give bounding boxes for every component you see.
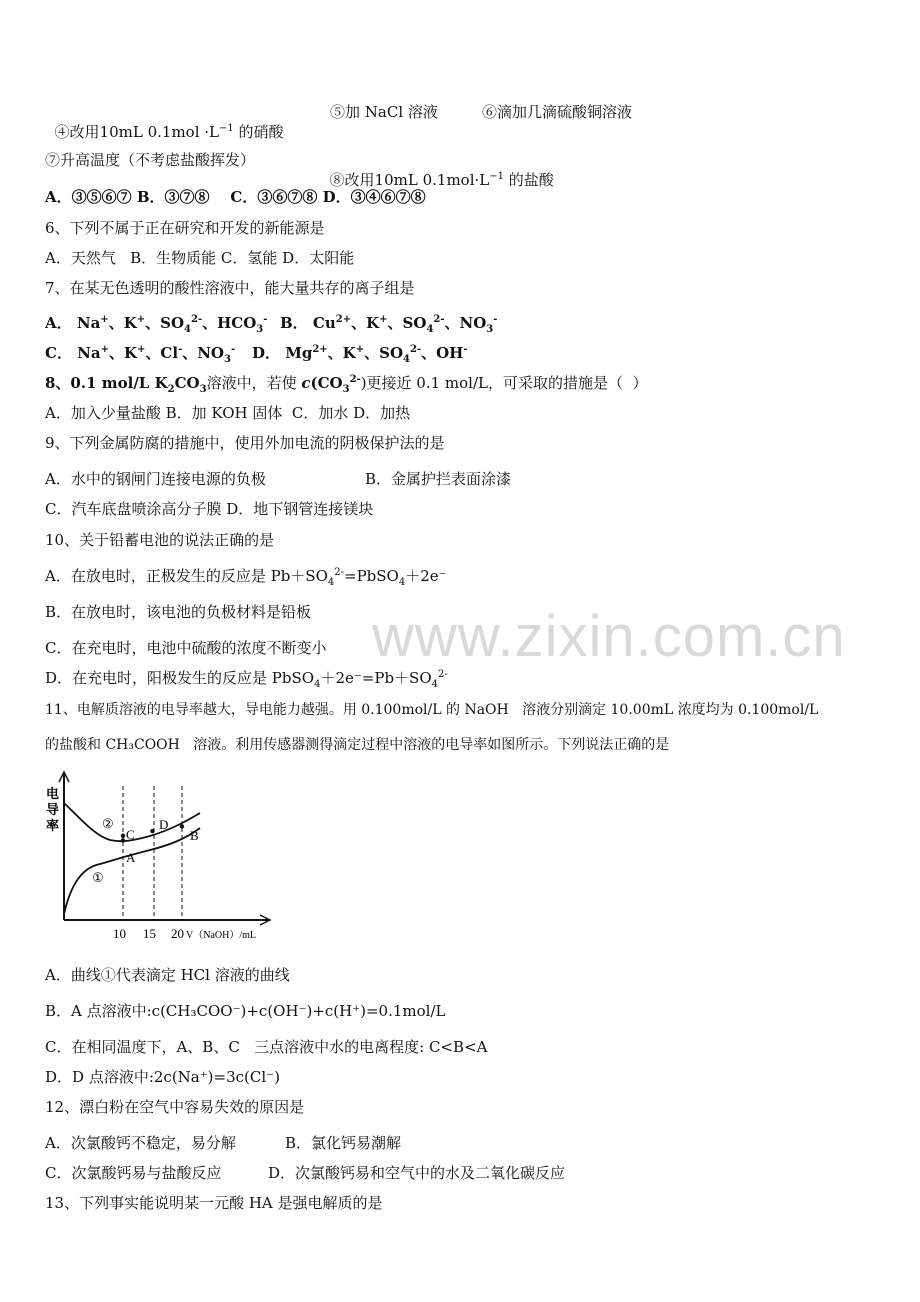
y-label-1: 电	[46, 786, 60, 801]
point-b-marker	[180, 824, 184, 828]
question-11-line-1: 11、电解质溶液的电导率越大，导电能力越强。用 0.100mol/L 的 NaOH 溶液分别滴定 10.00mL 浓度均为 0.100mol/L	[45, 702, 819, 718]
question-9: 9、下列金属防腐的措施中，使用外加电流的阴极保护法的是	[45, 434, 445, 452]
watermark: www.zixin.com.cn	[372, 604, 846, 669]
question-6-options: A．天然气 B．生物质能 C．氢能 D．太阳能	[45, 249, 355, 267]
question-10-option-b: B．在放电时，该电池的负极材料是铅板	[45, 603, 312, 621]
question-7: 7、在某无色透明的酸性溶液中，能大量共存的离子组是	[45, 279, 415, 297]
question-11-option-a: A．曲线①代表滴定 HCl 溶液的曲线	[45, 966, 290, 984]
tick-10: 10	[113, 926, 126, 941]
point-a-marker	[121, 838, 125, 842]
y-label-2: 导	[46, 802, 60, 817]
question-12-option-c: C．次氯酸钙易与盐酸反应	[45, 1164, 222, 1182]
question-13: 13、下列事实能说明某一元酸 HA 是强电解质的是	[45, 1194, 383, 1212]
conductivity-chart	[40, 768, 280, 948]
question-12-option-a: A．次氯酸钙不稳定，易分解	[45, 1134, 236, 1152]
y-label-3: 率	[46, 818, 60, 833]
curve-2-label: ②	[102, 816, 114, 831]
question-11-line-2: 的盐酸和 CH₃COOH 溶液。利用传感器测得滴定过程中溶液的电导率如图所示。下列说法正确的是	[45, 737, 670, 753]
answer-options-q5: A．③⑤⑥⑦ B．③⑦⑧ C．③⑥⑦⑧ D．③④⑥⑦⑧	[45, 188, 426, 206]
question-10-option-a: A．在放电时，正极发生的反应是 $Pb+SO_4^{2-}=PbSO_4+2e^-$	[45, 567, 447, 588]
question-9-option-b: B．金属护拦表面涂漆	[365, 470, 512, 488]
curve-1-label: ①	[92, 870, 104, 885]
question-8-options: A．加入少量盐酸 B．加 KOH 固体 C．加水 D．加热	[45, 404, 411, 422]
option-7: ⑦升高温度（不考虑盐酸挥发）	[45, 151, 256, 169]
question-7-option-d: D． $Mg^{2+}$、K+、$SO_4^{2-}$、OH-	[252, 344, 468, 365]
point-d-marker	[150, 829, 154, 833]
question-11-option-c: C．在相同温度下，A、B、C 三点溶液中水的电离程度: C<B<A	[45, 1038, 488, 1056]
question-10-option-d: D．在充电时，阳极发生的反应是 $PbSO_4+2e^-=Pb+SO_4^{2-}$	[45, 669, 448, 690]
question-8: 8、0.1 mol/L $K_2CO_3$溶液中，若使 $c(CO_3^{2-})$更接近 0.1 mol/L，可采取的措施是（ ）	[45, 374, 648, 395]
point-c-label: C	[126, 827, 135, 842]
option-8: ⑧改用10mL $0.1mol\cdot L^{-1}$ 的盐酸	[329, 171, 554, 189]
question-10-option-c: C．在充电时，电池中硫酸的浓度不断变小	[45, 639, 327, 657]
x-axis-label: V（NaOH）/mL	[186, 930, 256, 941]
point-b-label: B	[190, 828, 199, 843]
point-d-label: D	[159, 817, 169, 832]
question-7-option-c: C． Na+、K+、Cl-、$NO_3^-$	[45, 344, 236, 365]
option-5: ⑤加 NaCl 溶液	[330, 103, 438, 121]
question-9-options-cd: C．汽车底盘喷涂高分子膜 D．地下钢管连接镁块	[45, 500, 374, 518]
question-12-option-d: D．次氯酸钙易和空气中的水及二氧化碳反应	[268, 1164, 566, 1182]
question-12: 12、漂白粉在空气中容易失效的原因是	[45, 1098, 305, 1116]
question-11-option-b: B．A 点溶液中:c(CH₃COO⁻)+c(OH⁻)+c(H⁺)=0.1mol/L	[45, 1002, 446, 1020]
question-12-option-b: B．氯化钙易潮解	[285, 1134, 402, 1152]
question-9-option-a: A．水中的钢闸门连接电源的负极	[45, 470, 266, 488]
option-line-1	[45, 102, 284, 142]
question-11-option-d: D．D 点溶液中:2c(Na⁺)=3c(Cl⁻)	[45, 1068, 280, 1086]
question-7-option-b: B． $Cu^{2+}$、K+、$SO_4^{2-}$、$NO_3^-$	[280, 314, 498, 335]
question-10: 10、关于铅蓄电池的说法正确的是	[45, 531, 275, 549]
tick-20: 20	[171, 926, 184, 941]
point-a-label: A	[126, 850, 136, 865]
question-7-option-a: A． Na+、K+、$SO_4^{2-}$、$HCO_3^-$	[45, 314, 268, 335]
option-4: ④改用10mL $0.1mol \cdot L^{-1}$ 的硝酸	[54, 123, 284, 141]
question-6: 6、下列不属于正在研究和开发的新能源是	[45, 219, 325, 237]
point-c-marker	[121, 834, 125, 838]
tick-15: 15	[143, 926, 156, 941]
option-6: ⑥滴加几滴硫酸铜溶液	[482, 103, 633, 121]
